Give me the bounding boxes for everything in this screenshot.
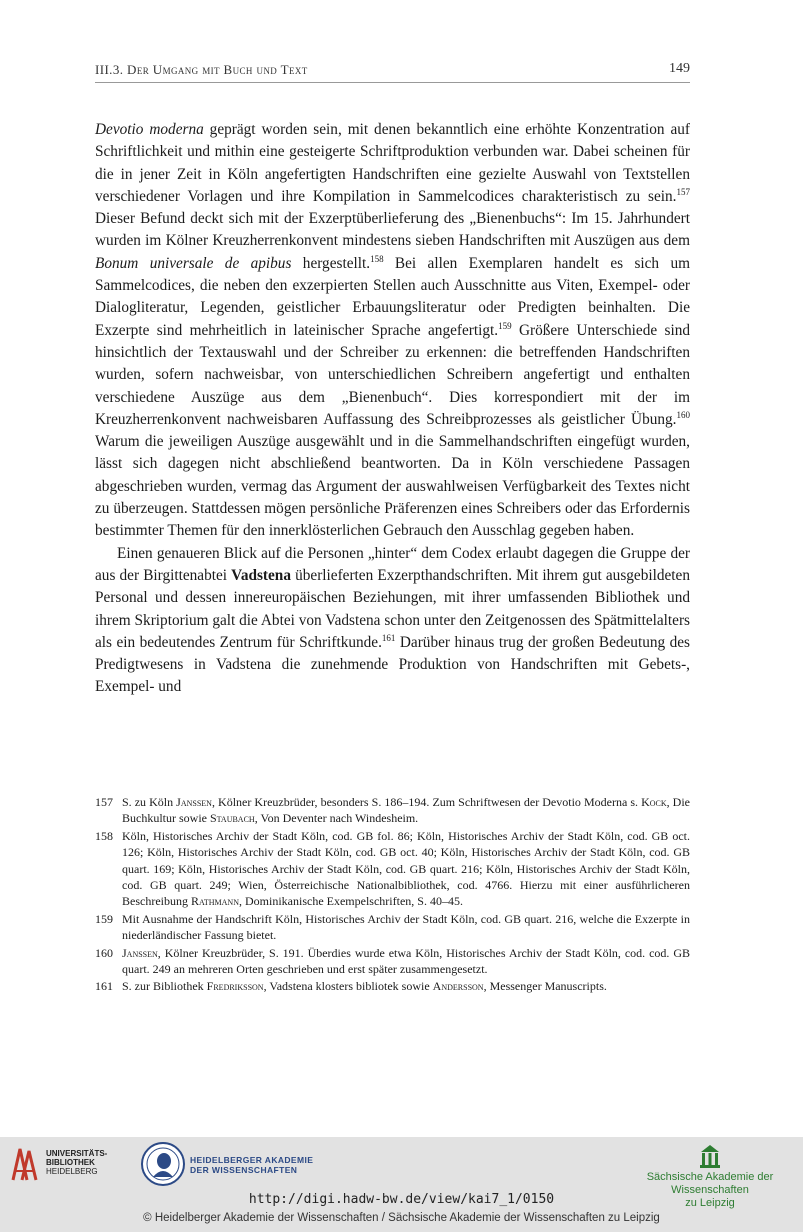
footnote-text-run: , Kölner Kreuzbrüder, besonders S. 186–194. Zum Schriftwesen der Devotio Moderna s. xyxy=(211,795,642,809)
text-run: Darüber hinaus trug der großen Bedeutung des Predigtwesens in Vadstena die zunehmende Produktion von Handschriften mit Gebets-, Exempel- und xyxy=(95,633,690,696)
hadw-seal-icon xyxy=(140,1141,186,1187)
text-run: überlieferten Exzerpthandschriften. Mit ihrem gut ausgebildeten Personal und dessen innereuropäischen Beziehungen, mit ihrer umfassenden Bibliothek und ihrem Skriptorium galt die Abtei von Vadstena schon unter den Zeitgenossen des Spätmittelalters als ein bedeutendes Zentrum für Schriftkunde. xyxy=(95,566,690,651)
footnote-text-run: Köln, Historisches Archiv der Stadt Köln, cod. GB fol. 86; Köln, Historisches Archiv der Stadt Köln, cod. GB oct. 126; Köln, Historisches Archiv der Stadt Köln, cod. GB oct. 40; Köln, Historisches Archiv der Stadt Köln, cod. GB quart. 169; Köln, Historisches Archiv der Stadt Köln, cod. GB quart. 216; Köln, Historisches Archiv der Stadt Köln, cod. GB quart. 249; Wien, Österreichische Nationalbibliothek, cod. 4766. Hierzu mit einer ausführlicheren Beschreibung xyxy=(122,828,690,909)
text-run: Dieser Befund deckt sich mit der Exzerptüberlieferung des „Bienenbuchs“: Im 15. Jahrhundert wurden im Kölner Kreuzherrenkonvent mindestens sieben Handschriften mit Auszügen aus dem xyxy=(95,210,690,250)
footnote-text xyxy=(122,911,690,944)
footnotes xyxy=(95,794,690,996)
footnote-number: 159 xyxy=(95,911,113,926)
author-name: Kock xyxy=(641,795,667,809)
footnote-number: 158 xyxy=(95,828,113,843)
permalink-url[interactable]: http://digi.hadw-bw.de/view/kai7_1/0150 xyxy=(248,1192,555,1207)
footnote-text-run: S. zur Bibliothek xyxy=(122,979,207,994)
text-run: Größere Unterschiede sind hinsichtlich der Textauswahl und der Schreiber zu erkennen: die betreffenden Handschriften wurden, sofern nachweisbar, von unterschiedlichen Schreibern angefertigt und enthalten verschiedene Auszüge aus dem „Bienenbuch“. Dies korrespondiert mit der im Kreuzherrenkonvent nachweisbaren Auffassung des Schreibprozesses als geistlicher Übung. xyxy=(95,321,690,428)
footnote-text-run: , Kölner Kreuzbrüder, S. 191. Überdies wurde etwa Köln, Historisches Archiv der Stadt Köln, cod. cod. GB quart. 249 an mehreren Orten geschrieben und erst später zusammengesetzt. xyxy=(122,945,690,977)
copyright-notice: © Heidelberger Akademie der Wissenschaften / Sächsische Akademie der Wissenschaften zu Leipzig xyxy=(143,1212,660,1224)
text-run: Einen genaueren Blick auf die Personen „hinter“ dem Codex erlaubt dagegen die Gruppe der aus der Birgittenabtei xyxy=(95,544,690,584)
saxon-academy-building-icon xyxy=(699,1143,721,1169)
footnote-text-run: S. zu Köln xyxy=(122,795,177,809)
text-run: Bei allen Exemplaren handelt es sich um Sammelcodices, die neben den exzerpierten Stellen auch Ausschnitte aus Viten, Exempel- oder Dialogliteratur, Legenden, geistlicher Erbauungsliteratur oder Predigten beinhalten. Die Exzerpte sind mehrheitlich in lateinischer Sprache angefertigt. xyxy=(95,254,691,339)
footnote-text-run: , Von Deventer nach Windesheim. xyxy=(254,811,419,826)
footnote-number: 157 xyxy=(95,795,113,809)
author-name: Janssen xyxy=(122,945,158,960)
bold-term: Vadstena xyxy=(231,566,291,584)
footnote-text xyxy=(122,945,690,978)
footnote xyxy=(95,911,690,944)
footnote-text xyxy=(122,794,690,827)
footnote-text-run: , Dominikanische Exempelschriften, S. 40–45. xyxy=(239,894,463,909)
author-name: Janssen xyxy=(176,795,212,809)
body-text xyxy=(95,119,690,699)
text-run: geprägt worden sein, mit denen bekanntlich eine erhöhte Konzentration auf Schriftlichkeit und mithin eine gesteigerte Schriftproduktion verbunden war. Dabei scheinen für die in jener Zeit in Köln angefertigten Handschriften eine gezielte Auswahl von Textstellen verschiedener Vorlagen und ihre Kompilation in Sammelcodices charakteristisch zu sein. xyxy=(95,121,690,205)
footnote-number: 161 xyxy=(95,979,113,994)
footnote-number: 160 xyxy=(95,945,113,960)
ub-heidelberg-logo[interactable] xyxy=(10,1143,125,1185)
footnote xyxy=(95,945,690,978)
page-header xyxy=(95,62,690,83)
italic-title: Bonum universale de apibus xyxy=(95,254,292,272)
hadw-line2: DER WISSENSCHAFTEN xyxy=(190,1165,298,1175)
italic-term: Devotio moderna xyxy=(95,121,204,138)
ub-heidelberg-icon xyxy=(10,1143,42,1183)
text-run: hergestellt. xyxy=(291,254,371,272)
footnote xyxy=(95,978,690,994)
hadw-label xyxy=(190,1155,330,1175)
footnote-ref-159[interactable]: 159 xyxy=(498,320,512,331)
author-name: Andersson xyxy=(432,979,484,994)
saxon-line2: zu Leipzig xyxy=(685,1197,735,1209)
running-head: III.3. Der Umgang mit Buch und Text xyxy=(95,62,308,77)
footnote-text xyxy=(122,828,690,910)
hadw-logo[interactable] xyxy=(140,1141,330,1189)
footnote-text-run: , Die Buchkultur sowie xyxy=(122,795,691,826)
footnote-ref-157[interactable]: 157 xyxy=(676,186,690,197)
hadw-line1: HEIDELBERGER AKADEMIE xyxy=(190,1155,314,1165)
ub-name: UNIVERSITÄTS-BIBLIOTHEK xyxy=(46,1149,108,1167)
footnote-text-run: Mit Ausnahme der Handschrift Köln, Historisches Archiv der Stadt Köln, cod. GB quart. 216, welche die Exzerpte in niederländischer Fassung bietet. xyxy=(122,911,690,943)
page-number: 149 xyxy=(669,61,690,76)
footnote-text-run: , Messenger Manuscripts. xyxy=(483,979,607,994)
ub-city: HEIDELBERG xyxy=(46,1167,98,1176)
footnote xyxy=(95,794,690,827)
footnote-ref-161[interactable]: 161 xyxy=(381,632,396,643)
footnote-text xyxy=(122,978,690,994)
footnote xyxy=(95,828,690,910)
text-run: Warum die jeweiligen Auszüge ausgewählt und in die Sammelhandschriften eingefügt wurden, lässt sich dagegen nicht abschließend beantworten. Da in Köln verschiedene Passagen abgeschrieben wurden, vermag das Argument der auswahlweisen Verfügbarkeit des Textes nicht zu überzeugen. Stattdessen mögen persönliche Präferenzen eines Schreibers oder das Erfordernis bestimmter Themen für den innerklösterlichen Gebrauch den Ausschlag gegeben haben. xyxy=(95,433,690,540)
paragraph-1 xyxy=(95,119,690,543)
saxon-line1: Sächsische Akademie der Wissenschaften xyxy=(646,1171,774,1196)
footnote-ref-160[interactable]: 160 xyxy=(676,409,690,420)
author-name: Rathmann xyxy=(190,894,239,909)
paragraph-2 xyxy=(95,543,690,699)
author-name: Staubach xyxy=(210,811,255,826)
footnote-ref-158[interactable]: 158 xyxy=(370,253,384,264)
ub-label xyxy=(46,1149,126,1176)
author-name: Fredriksson xyxy=(206,979,264,994)
footnote-text-run: , Vadstena klosters bibliotek sowie xyxy=(263,979,433,994)
